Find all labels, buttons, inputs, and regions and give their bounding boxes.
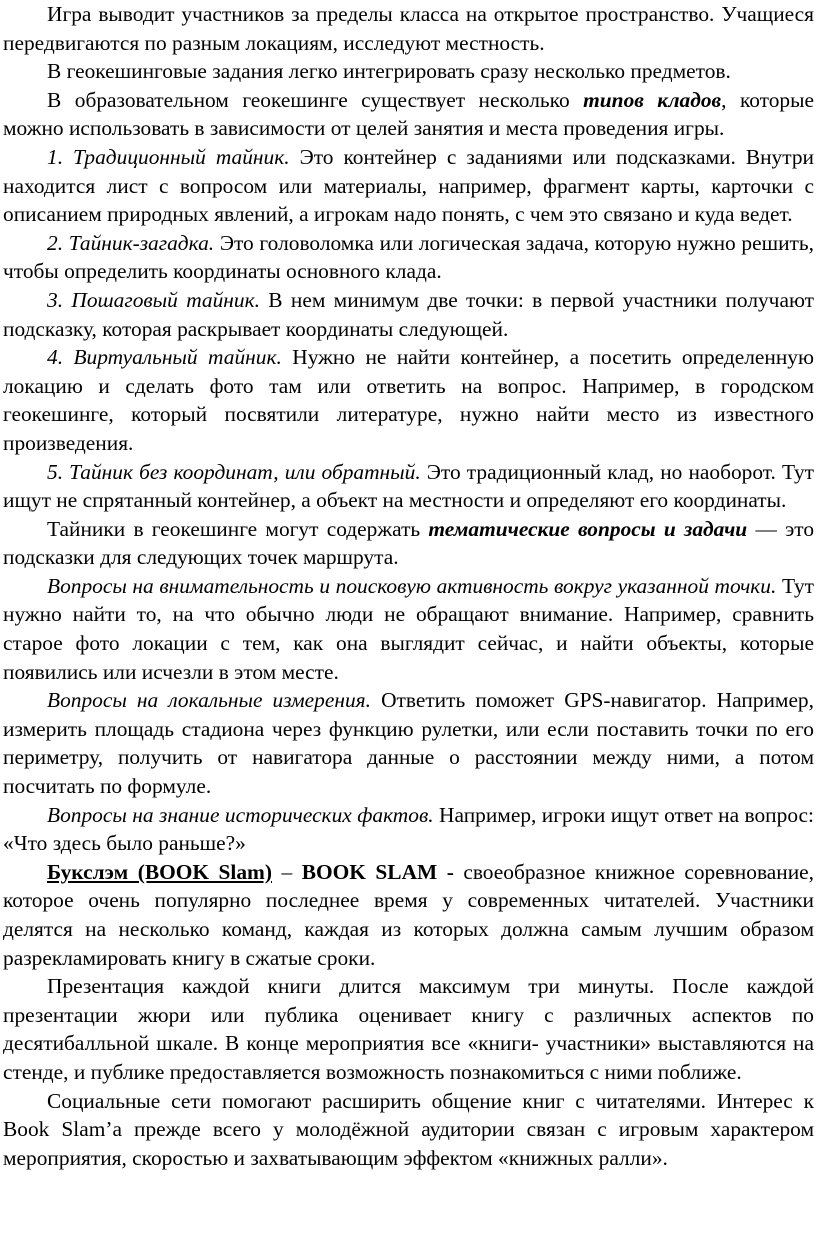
list-item-virtual: 4. Виртуальный тайник. Нужно не найти контейнер, а посетить определенную локацию и сделать фото там или ответить на вопрос. Например, в городском геокешинге, который посвятили литературе, нужно найти место из известного произведения. bbox=[3, 345, 814, 455]
cache-types-emphasis: типов кладов bbox=[583, 87, 722, 112]
list-item-multistep: 3. Пошаговый тайник. В нем минимум две точки: в первой участники получают подсказку, которая раскрывает координаты следующей. bbox=[3, 287, 814, 341]
book-slam-title: Букслэм (BOOK Slam) bbox=[47, 859, 273, 884]
paragraph-thematic-questions: Тайники в геокешинге могут содержать тематические вопросы и задачи — это подсказки для следующих точек маршрута. bbox=[3, 516, 815, 570]
thematic-emphasis: тематические вопросы и задачи bbox=[428, 516, 748, 541]
paragraph-social: Социальные сети помогают расширить общение книг с читателями. Интерес к Book Slam’a прежде всего у молодёжной аудитории связан с игровым характером мероприятия, скоростью и захватывающим эффектом «книжных ралли». bbox=[3, 1088, 814, 1170]
question-title: Вопросы на знание исторических фактов. bbox=[47, 802, 434, 827]
item-title: 5. Тайник без координат, или обратный. bbox=[47, 459, 421, 484]
list-item-traditional: 1. Традиционный тайник. Это контейнер с заданиями или подсказками. Внутри находится лист с вопросом или материалы, например, фрагмент карты, карточки с описанием природных явлений, а игрокам надо понять, с чем это связано и куда ведет. bbox=[3, 144, 815, 227]
item-title: 3. Пошаговый тайник. bbox=[47, 287, 260, 312]
book-slam-bold: BOOK SLAM - bbox=[301, 859, 454, 884]
question-title: Вопросы на локальные измерения. bbox=[47, 688, 371, 713]
question-history: Вопросы на знание исторических фактов. Например, игроки ищут ответ на вопрос: «Что здесь было раньше?» bbox=[3, 802, 814, 856]
item-title: 2. Тайник-загадка. bbox=[47, 230, 215, 255]
item-title: 4. Виртуальный тайник. bbox=[47, 345, 282, 370]
question-title: Вопросы на внимательность и поисковую активность вокруг указанной точки. bbox=[47, 573, 777, 598]
list-item-puzzle: 2. Тайник-загадка. Это головоломка или логическая задача, которую нужно решить, чтобы определить координаты основного клада. bbox=[3, 230, 814, 284]
paragraph-integration: В геокешинговые задания легко интегрировать сразу несколько предметов. bbox=[47, 59, 731, 84]
paragraph-cache-types: В образовательном геокешинге существует несколько типов кладов, которые можно использовать в зависимости от целей занятия и места проведения игры. bbox=[3, 87, 814, 141]
paragraph-book-slam: Букслэм (BOOK Slam) – BOOK SLAM - своеобразное книжное соревнование, которое очень популярно последнее время у современных читателей. Участники делятся на несколько команд, каждая из которых должна самым лучшим образом разрекламировать книгу в сжатые сроки. bbox=[3, 859, 814, 970]
paragraph-presentation: Презентация каждой книги длится максимум три минуты. После каждой презентации жюри или публика оценивает книгу с различных аспектов по десятибалльной шкале. В конце мероприятия все «книги- участники» выставляются на стенде, и публике предоставляется возможность познакомиться с ними поближе. bbox=[3, 974, 814, 1084]
item-title: 1. Традиционный тайник. bbox=[47, 144, 290, 169]
question-attention: Вопросы на внимательность и поисковую активность вокруг указанной точки. Тут нужно найти то, на что обычно люди не обращают внимание. Например, сравнить старое фото локации с тем, как она выглядит сейчас, и найти объекты, которые появились или исчезли в этом месте. bbox=[3, 573, 814, 684]
question-measurements: Вопросы на локальные измерения. Ответить поможет GPS-навигатор. Например, измерить площадь стадиона через функцию рулетки, или если поставить точки по его периметру, получить от навигатора данные о расстоянии между ними, а потом посчитать по формуле. bbox=[3, 688, 814, 799]
paragraph-intro: Игра выводит участников за пределы класса на открытое пространство. Учащиеся передвигаются по разным локациям, исследуют местность. bbox=[3, 2, 814, 55]
list-item-reverse: 5. Тайник без координат, или обратный. Это традиционный клад, но наоборот. Тут ищут не спрятанный контейнер, а объект на местности и определяют его координаты. bbox=[3, 459, 814, 513]
